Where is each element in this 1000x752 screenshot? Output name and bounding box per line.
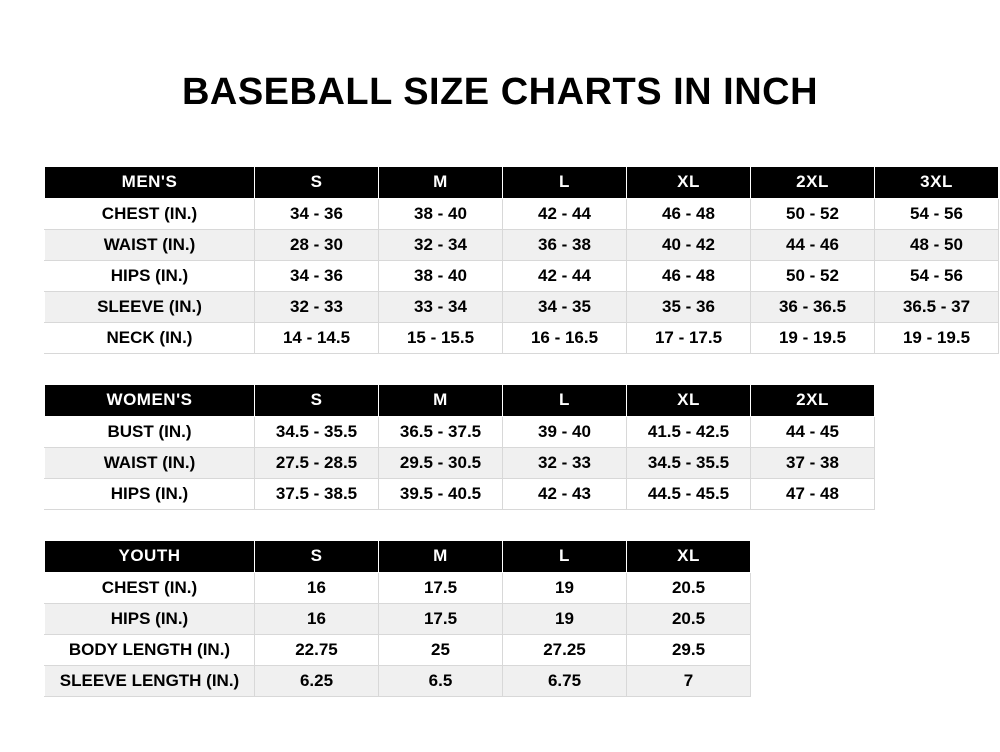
youth-col-s: S [255,540,379,572]
youth-col-xl: XL [627,540,751,572]
row-label: HIPS (IN.) [45,478,255,509]
youth-col-m: M [379,540,503,572]
cell: 15 - 15.5 [379,322,503,353]
table-row [45,572,751,603]
cell: 27.25 [503,634,627,665]
row-label: CHEST (IN.) [45,198,255,229]
mens-category-header: MEN'S [45,166,255,198]
cell: 16 - 16.5 [503,322,627,353]
cell: 29.5 - 30.5 [379,447,503,478]
cell: 32 - 34 [379,229,503,260]
cell: 17 - 17.5 [627,322,751,353]
cell: 22.75 [255,634,379,665]
womens-size-table [44,384,875,510]
youth-size-table [44,540,751,697]
table-row [45,198,999,229]
row-label: BUST (IN.) [45,416,255,447]
cell: 44.5 - 45.5 [627,478,751,509]
cell: 14 - 14.5 [255,322,379,353]
cell: 54 - 56 [875,260,999,291]
row-label: HIPS (IN.) [45,603,255,634]
cell: 46 - 48 [627,198,751,229]
womens-category-header: WOMEN'S [45,384,255,416]
cell: 34 - 36 [255,198,379,229]
row-label: WAIST (IN.) [45,229,255,260]
cell: 38 - 40 [379,260,503,291]
cell: 34.5 - 35.5 [627,447,751,478]
cell: 34 - 36 [255,260,379,291]
cell: 48 - 50 [875,229,999,260]
cell: 20.5 [627,572,751,603]
cell: 54 - 56 [875,198,999,229]
cell: 38 - 40 [379,198,503,229]
row-label: CHEST (IN.) [45,572,255,603]
cell: 6.5 [379,665,503,696]
cell: 47 - 48 [751,478,875,509]
cell: 19 [503,603,627,634]
cell: 19 - 19.5 [751,322,875,353]
table-row [45,260,999,291]
womens-col-s: S [255,384,379,416]
charts-container [0,166,1000,697]
cell: 36 - 36.5 [751,291,875,322]
mens-col-xl: XL [627,166,751,198]
cell: 16 [255,572,379,603]
cell: 27.5 - 28.5 [255,447,379,478]
youth-col-l: L [503,540,627,572]
page-title: BASEBALL SIZE CHARTS IN INCH [181,71,819,113]
womens-col-l: L [503,384,627,416]
mens-size-table [44,166,999,354]
cell: 36.5 - 37.5 [379,416,503,447]
table-row [45,478,875,509]
cell: 6.75 [503,665,627,696]
cell: 19 - 19.5 [875,322,999,353]
cell: 7 [627,665,751,696]
cell: 39.5 - 40.5 [379,478,503,509]
cell: 46 - 48 [627,260,751,291]
table-row [45,665,751,696]
cell: 50 - 52 [751,198,875,229]
cell: 42 - 44 [503,260,627,291]
row-label: SLEEVE (IN.) [45,291,255,322]
cell: 36 - 38 [503,229,627,260]
cell: 29.5 [627,634,751,665]
cell: 25 [379,634,503,665]
cell: 35 - 36 [627,291,751,322]
cell: 41.5 - 42.5 [627,416,751,447]
cell: 28 - 30 [255,229,379,260]
cell: 36.5 - 37 [875,291,999,322]
table-header-row [45,540,751,572]
cell: 39 - 40 [503,416,627,447]
cell: 40 - 42 [627,229,751,260]
table-row [45,416,875,447]
row-label: BODY LENGTH (IN.) [45,634,255,665]
cell: 33 - 34 [379,291,503,322]
cell: 37 - 38 [751,447,875,478]
table-row [45,634,751,665]
table-row [45,291,999,322]
womens-col-2xl: 2XL [751,384,875,416]
table-row [45,603,751,634]
table-row [45,447,875,478]
cell: 32 - 33 [255,291,379,322]
table-row [45,322,999,353]
cell: 34 - 35 [503,291,627,322]
cell: 42 - 44 [503,198,627,229]
cell: 50 - 52 [751,260,875,291]
table-header-row [45,384,875,416]
mens-col-l: L [503,166,627,198]
cell: 44 - 46 [751,229,875,260]
womens-col-xl: XL [627,384,751,416]
table-header-row [45,166,999,198]
cell: 17.5 [379,572,503,603]
cell: 42 - 43 [503,478,627,509]
cell: 6.25 [255,665,379,696]
row-label: SLEEVE LENGTH (IN.) [45,665,255,696]
cell: 44 - 45 [751,416,875,447]
mens-col-3xl: 3XL [875,166,999,198]
womens-col-m: M [379,384,503,416]
row-label: WAIST (IN.) [45,447,255,478]
cell: 16 [255,603,379,634]
cell: 34.5 - 35.5 [255,416,379,447]
table-row [45,229,999,260]
cell: 17.5 [379,603,503,634]
row-label: HIPS (IN.) [45,260,255,291]
cell: 19 [503,572,627,603]
youth-category-header: YOUTH [45,540,255,572]
mens-col-2xl: 2XL [751,166,875,198]
cell: 32 - 33 [503,447,627,478]
mens-col-s: S [255,166,379,198]
mens-col-m: M [379,166,503,198]
cell: 20.5 [627,603,751,634]
cell: 37.5 - 38.5 [255,478,379,509]
row-label: NECK (IN.) [45,322,255,353]
